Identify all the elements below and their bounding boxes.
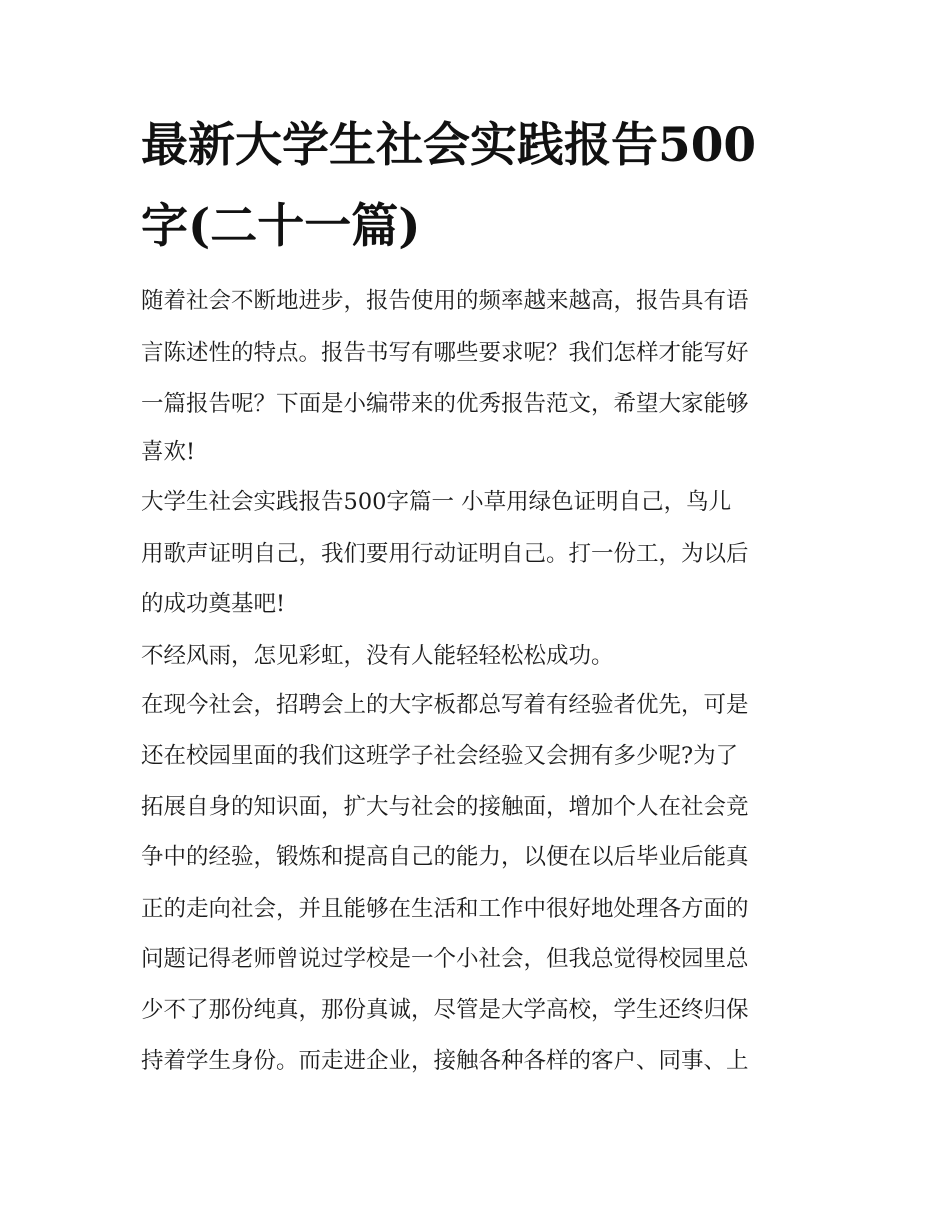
- document-title-line-1: 最新大学生社会实践报告500: [141, 118, 757, 173]
- body-line-2: 言陈述性的特点。报告书写有哪些要求呢？我们怎样才能写好: [141, 340, 749, 366]
- body-line-9: 在现今社会，招聘会上的大字板都总写着有经验者优先，可是: [141, 692, 749, 718]
- body-line-5: 大学生社会实践报告500字篇一 小草用绿色证明自己，鸟儿: [141, 489, 732, 515]
- body-line-16: 持着学生身份。而走进企业，接触各种各样的客户、同事、上: [141, 1048, 749, 1074]
- body-line-12: 争中的经验，锻炼和提高自己的能力，以便在以后毕业后能真: [141, 844, 749, 870]
- body-line-8: 不经风雨，怎见彩虹，没有人能轻轻松松成功。: [141, 643, 614, 669]
- body-line-1: 随着社会不断地进步，报告使用的频率越来越高，报告具有语: [141, 288, 749, 314]
- body-line-10: 还在校园里面的我们这班学子社会经验又会拥有多少呢?为了: [141, 743, 739, 769]
- document-title-line-2: 字(二十一篇): [141, 199, 421, 254]
- body-line-6: 用歌声证明自己，我们要用行动证明自己。打一份工，为以后: [141, 541, 749, 567]
- body-line-7: 的成功奠基吧!: [141, 591, 286, 617]
- body-line-13: 正的走向社会，并且能够在生活和工作中很好地处理各方面的: [141, 896, 749, 922]
- body-line-3: 一篇报告呢？下面是小编带来的优秀报告范文，希望大家能够: [141, 391, 749, 417]
- body-line-15: 少不了那份纯真，那份真诚，尽管是大学高校，学生还终归保: [141, 997, 749, 1023]
- body-line-14: 问题记得老师曾说过学校是一个小社会，但我总觉得校园里总: [141, 946, 749, 972]
- body-line-11: 拓展自身的知识面，扩大与社会的接触面，增加个人在社会竞: [141, 794, 749, 820]
- body-line-4: 喜欢!: [141, 439, 196, 465]
